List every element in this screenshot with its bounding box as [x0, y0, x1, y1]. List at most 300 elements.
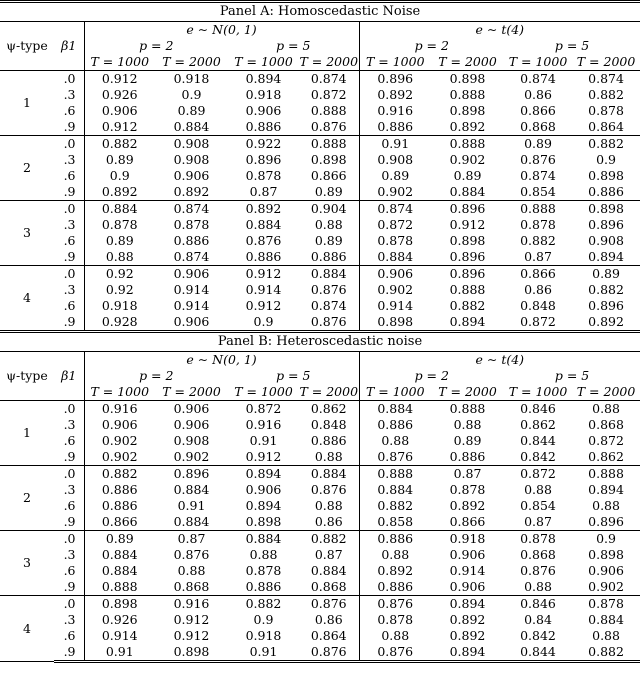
beta-header: β1 — [54, 22, 84, 71]
p-header: p = 2 — [139, 368, 174, 383]
table-row — [0, 103, 640, 119]
dist-normal-header: e ∼ N(0, 1) — [84, 352, 359, 369]
coverage-value: 0.898 — [155, 644, 228, 662]
coverage-value: 0.896 — [431, 249, 504, 266]
table-row — [0, 282, 640, 298]
beta-value: .0 — [54, 71, 84, 88]
T-header: T = 2000 — [155, 54, 228, 71]
panel-title: Panel A: Homoscedastic Noise — [0, 2, 640, 22]
coverage-value: 0.906 — [449, 547, 486, 562]
coverage-value: 0.912 — [173, 628, 210, 643]
header-p-row — [0, 38, 640, 54]
coverage-value: 0.892 — [84, 184, 155, 201]
coverage-value: 0.88 — [299, 449, 359, 466]
coverage-value: 0.88 — [592, 401, 620, 416]
coverage-value: 0.906 — [173, 266, 210, 281]
coverage-value: 0.902 — [155, 449, 228, 466]
coverage-value: 0.918 — [245, 87, 282, 102]
dist-normal-header: e ∼ N(0, 1) — [84, 22, 359, 39]
coverage-value: 0.874 — [173, 201, 210, 216]
coverage-value: 0.92 — [105, 266, 134, 281]
coverage-value: 0.88 — [592, 498, 620, 513]
coverage-value: 0.912 — [228, 449, 299, 466]
coverage-value: 0.906 — [359, 266, 431, 283]
coverage-value: 0.886 — [228, 119, 299, 136]
dist-t-header: e ∼ t(4) — [359, 22, 640, 39]
coverage-value: 0.884 — [101, 547, 138, 562]
coverage-value: 0.868 — [504, 119, 572, 136]
coverage-value: 0.898 — [588, 201, 624, 216]
beta-value: .6 — [54, 498, 84, 514]
coverage-value: 0.864 — [572, 119, 640, 136]
T-header: T = 2000 — [572, 54, 640, 71]
coverage-value: 0.9 — [181, 87, 202, 102]
coverage-value: 0.886 — [359, 119, 431, 136]
coverage-value: 0.89 — [592, 266, 620, 281]
coverage-value: 0.902 — [449, 152, 486, 167]
coverage-value: 0.866 — [310, 168, 347, 183]
coverage-value: 0.854 — [520, 498, 556, 513]
coverage-value: 0.876 — [173, 547, 210, 562]
coverage-value: 0.892 — [359, 563, 431, 579]
coverage-value: 0.872 — [359, 217, 431, 233]
coverage-value: 0.884 — [245, 531, 282, 546]
coverage-value: 0.892 — [449, 628, 486, 643]
panel-title-row — [0, 2, 640, 22]
coverage-value: 0.888 — [310, 103, 347, 118]
coverage-value: 0.886 — [359, 531, 431, 548]
coverage-value: 0.886 — [359, 579, 431, 596]
coverage-value: 0.89 — [359, 168, 431, 184]
coverage-value: 0.878 — [359, 612, 431, 628]
coverage-value: 0.89 — [524, 136, 552, 151]
coverage-value: 0.868 — [520, 547, 556, 562]
beta-value: .6 — [54, 103, 84, 119]
coverage-value: 0.922 — [245, 136, 282, 151]
table-row — [0, 266, 640, 283]
coverage-value: 0.9 — [253, 612, 274, 627]
coverage-value: 0.872 — [310, 87, 347, 102]
coverage-value: 0.876 — [310, 596, 347, 611]
coverage-value: 0.88 — [177, 563, 206, 578]
coverage-value: 0.876 — [359, 596, 431, 613]
coverage-value: 0.894 — [245, 498, 282, 513]
coverage-value: 0.868 — [299, 579, 359, 596]
coverage-value: 0.896 — [359, 71, 431, 88]
beta-value: .6 — [54, 233, 84, 249]
coverage-value: 0.894 — [572, 249, 640, 266]
table-row — [0, 514, 640, 531]
T-header: T = 1000 — [228, 54, 299, 71]
coverage-value: 0.906 — [588, 563, 624, 578]
coverage-value: 0.876 — [299, 644, 359, 662]
coverage-value: 0.882 — [572, 644, 640, 662]
dist-t-header: e ∼ t(4) — [359, 352, 640, 369]
coverage-value: 0.886 — [101, 498, 138, 513]
coverage-value: 0.906 — [155, 314, 228, 332]
coverage-value: 0.888 — [449, 282, 486, 297]
coverage-value: 0.918 — [245, 628, 282, 643]
T-header: T = 2000 — [155, 384, 228, 401]
coverage-value: 0.884 — [431, 184, 504, 201]
coverage-value: 0.884 — [359, 401, 431, 418]
coverage-value: 0.908 — [173, 136, 210, 151]
coverage-value: 0.904 — [310, 201, 347, 216]
coverage-value: 0.908 — [173, 152, 210, 167]
beta-value: .9 — [54, 184, 84, 201]
coverage-value: 0.86 — [524, 282, 552, 297]
coverage-value: 0.916 — [245, 417, 282, 432]
coverage-value: 0.886 — [101, 482, 138, 497]
coverage-value: 0.886 — [173, 233, 210, 248]
coverage-value: 0.884 — [310, 563, 347, 578]
coverage-value: 0.864 — [310, 628, 347, 643]
coverage-value: 0.89 — [105, 531, 134, 546]
coverage-value: 0.912 — [245, 266, 282, 281]
coverage-value: 0.918 — [173, 71, 210, 86]
beta-value: .6 — [54, 168, 84, 184]
coverage-value: 0.89 — [314, 233, 343, 248]
coverage-value: 0.844 — [504, 644, 572, 662]
panel-title: Panel B: Heteroscedastic noise — [0, 332, 640, 352]
coverage-value: 0.88 — [592, 628, 620, 643]
beta-value: .0 — [54, 531, 84, 548]
coverage-value: 0.886 — [359, 417, 431, 433]
coverage-value: 0.886 — [228, 579, 299, 596]
table-row — [0, 531, 640, 548]
coverage-value: 0.87 — [504, 249, 572, 266]
beta-value: .0 — [54, 266, 84, 283]
coverage-value: 0.912 — [173, 612, 210, 627]
coverage-value: 0.874 — [520, 71, 556, 86]
coverage-value: 0.862 — [572, 449, 640, 466]
table-row — [0, 547, 640, 563]
coverage-value: 0.876 — [359, 644, 431, 662]
coverage-value: 0.898 — [449, 103, 486, 118]
coverage-value: 0.894 — [431, 644, 504, 662]
coverage-value: 0.848 — [520, 298, 556, 313]
T-header: T = 2000 — [431, 54, 504, 71]
coverage-value: 0.916 — [359, 103, 431, 119]
beta-value: .0 — [54, 401, 84, 418]
coverage-value: 0.894 — [245, 466, 282, 481]
p-header: p = 2 — [139, 38, 174, 53]
coverage-value: 0.844 — [520, 433, 556, 448]
coverage-value: 0.884 — [101, 201, 138, 216]
coverage-value: 0.89 — [453, 433, 482, 448]
coverage-value: 0.912 — [84, 119, 155, 136]
T-header: T = 2000 — [572, 384, 640, 401]
coverage-value: 0.912 — [245, 298, 282, 313]
table-row — [0, 168, 640, 184]
coverage-value: 0.9 — [596, 152, 616, 167]
table-row — [0, 433, 640, 449]
header-p-row — [0, 368, 640, 384]
coverage-value: 0.86 — [314, 612, 343, 627]
coverage-value: 0.886 — [572, 184, 640, 201]
coverage-value: 0.89 — [105, 233, 134, 248]
psi-type-value: 4 — [0, 596, 54, 662]
beta-value: .0 — [54, 201, 84, 218]
psi-type-value: 2 — [0, 466, 54, 531]
coverage-value: 0.874 — [588, 71, 624, 86]
coverage-value: 0.902 — [572, 579, 640, 596]
coverage-value: 0.91 — [249, 433, 278, 448]
coverage-value: 0.914 — [245, 282, 282, 297]
coverage-value: 0.914 — [359, 298, 431, 314]
coverage-value: 0.9 — [596, 531, 616, 546]
coverage-value: 0.866 — [431, 514, 504, 531]
coverage-value: 0.86 — [299, 514, 359, 531]
T-header: T = 1000 — [359, 54, 431, 71]
table-row — [0, 628, 640, 644]
coverage-value: 0.87 — [177, 531, 206, 546]
coverage-value: 0.906 — [173, 417, 210, 432]
coverage-value: 0.89 — [299, 184, 359, 201]
beta-value: .3 — [54, 87, 84, 103]
coverage-value: 0.882 — [588, 136, 624, 151]
coverage-value: 0.876 — [359, 449, 431, 466]
coverage-value: 0.9 — [109, 168, 130, 183]
coverage-value: 0.898 — [101, 596, 138, 611]
coverage-value: 0.86 — [524, 87, 552, 102]
T-header: T = 1000 — [504, 54, 572, 71]
coverage-value: 0.908 — [173, 433, 210, 448]
beta-value: .6 — [54, 628, 84, 644]
table-row — [0, 119, 640, 136]
T-header: T = 1000 — [359, 384, 431, 401]
coverage-value: 0.906 — [245, 103, 282, 118]
coverage-value: 0.906 — [101, 103, 138, 118]
coverage-value: 0.88 — [359, 433, 431, 449]
coverage-value: 0.89 — [105, 152, 134, 167]
beta-value: .3 — [54, 152, 84, 168]
coverage-value: 0.894 — [431, 314, 504, 332]
coverage-value: 0.878 — [173, 217, 210, 232]
coverage-value: 0.896 — [588, 217, 624, 232]
coverage-value: 0.88 — [359, 547, 431, 563]
coverage-value: 0.892 — [449, 612, 486, 627]
coverage-value: 0.878 — [245, 563, 282, 578]
coverage-value: 0.892 — [359, 87, 431, 103]
coverage-value: 0.874 — [155, 249, 228, 266]
coverage-value: 0.882 — [101, 466, 138, 481]
coverage-value: 0.872 — [504, 314, 572, 332]
coverage-value: 0.91 — [228, 644, 299, 662]
coverage-value: 0.906 — [431, 579, 504, 596]
beta-value: .0 — [54, 136, 84, 153]
beta-value: .9 — [54, 579, 84, 596]
coverage-value: 0.906 — [173, 401, 210, 416]
coverage-value: 0.918 — [101, 298, 138, 313]
beta-value: .9 — [54, 119, 84, 136]
coverage-value: 0.878 — [449, 482, 486, 497]
coverage-value: 0.876 — [520, 152, 556, 167]
coverage-value: 0.882 — [520, 233, 556, 248]
beta-header: β1 — [54, 352, 84, 401]
coverage-value: 0.884 — [588, 612, 624, 627]
coverage-value: 0.906 — [245, 482, 282, 497]
coverage-value: 0.87 — [228, 184, 299, 201]
table-row — [0, 136, 640, 153]
T-header: T = 1000 — [84, 384, 155, 401]
coverage-value: 0.896 — [449, 201, 486, 216]
coverage-value: 0.886 — [431, 449, 504, 466]
psi-type-value: 2 — [0, 136, 54, 201]
beta-value: .3 — [54, 482, 84, 498]
beta-value: .9 — [54, 314, 84, 332]
T-header: T = 2000 — [299, 384, 359, 399]
coverage-value: 0.914 — [449, 563, 486, 578]
coverage-value: 0.882 — [359, 498, 431, 514]
coverage-value: 0.87 — [314, 547, 343, 562]
coverage-value: 0.898 — [588, 168, 624, 183]
coverage-value: 0.916 — [101, 401, 138, 416]
coverage-value: 0.896 — [245, 152, 282, 167]
T-header: T = 2000 — [431, 384, 504, 401]
table-row — [0, 498, 640, 514]
coverage-value: 0.914 — [173, 282, 210, 297]
table-row — [0, 314, 640, 332]
coverage-value: 0.91 — [177, 498, 206, 513]
beta-value: .6 — [54, 298, 84, 314]
panel-title-row — [0, 332, 640, 352]
coverage-value: 0.926 — [101, 87, 138, 102]
coverage-value: 0.902 — [359, 282, 431, 298]
coverage-value: 0.872 — [588, 433, 624, 448]
coverage-value: 0.918 — [449, 531, 486, 546]
coverage-value: 0.882 — [310, 531, 347, 546]
T-header: T = 1000 — [84, 54, 155, 71]
coverage-value: 0.886 — [228, 249, 299, 266]
coverage-value: 0.872 — [520, 466, 556, 481]
psi-type-value: 1 — [0, 401, 54, 466]
coverage-value: 0.888 — [84, 579, 155, 596]
coverage-value: 0.892 — [431, 119, 504, 136]
table-row — [0, 563, 640, 579]
psi-type-value: 3 — [0, 531, 54, 596]
p-header: p = 2 — [359, 368, 504, 384]
coverage-value: 0.912 — [101, 71, 138, 86]
coverage-value: 0.878 — [520, 217, 556, 232]
coverage-value: 0.878 — [245, 168, 282, 183]
coverage-value: 0.866 — [520, 266, 556, 281]
coverage-value: 0.884 — [155, 119, 228, 136]
coverage-value: 0.898 — [359, 314, 431, 332]
coverage-value: 0.926 — [101, 612, 138, 627]
coverage-value: 0.884 — [310, 466, 347, 481]
beta-value: .9 — [54, 644, 84, 662]
table-row — [0, 152, 640, 168]
table-row — [0, 596, 640, 613]
table-row — [0, 87, 640, 103]
coverage-value: 0.878 — [588, 596, 624, 611]
table-row — [0, 644, 640, 662]
coverage-value: 0.896 — [173, 466, 210, 481]
p-header: p = 5 — [276, 368, 311, 383]
coverage-value: 0.928 — [84, 314, 155, 332]
coverage-value: 0.898 — [228, 514, 299, 531]
p-header: p = 5 — [554, 368, 590, 383]
psi-type-header: ψ-type — [0, 352, 54, 401]
header-dist-row — [0, 22, 640, 39]
coverage-value: 0.878 — [101, 217, 138, 232]
coverage-value: 0.882 — [449, 298, 486, 313]
coverage-value: 0.866 — [84, 514, 155, 531]
coverage-value: 0.888 — [588, 466, 624, 481]
coverage-value: 0.902 — [101, 433, 138, 448]
coverage-value: 0.88 — [249, 547, 278, 562]
coverage-value: 0.896 — [572, 514, 640, 531]
coverage-value: 0.878 — [520, 531, 556, 546]
coverage-value: 0.868 — [155, 579, 228, 596]
coverage-value: 0.91 — [359, 136, 431, 153]
coverage-value: 0.876 — [299, 314, 359, 332]
T-header: T = 1000 — [504, 384, 572, 401]
coverage-value: 0.88 — [84, 249, 155, 266]
coverage-value: 0.888 — [449, 87, 486, 102]
coverage-value: 0.914 — [173, 298, 210, 313]
coverage-value: 0.88 — [359, 628, 431, 644]
coverage-value: 0.884 — [155, 514, 228, 531]
table-row — [0, 217, 640, 233]
coverage-value: 0.878 — [359, 233, 431, 249]
coverage-value: 0.866 — [520, 103, 556, 118]
beta-value: .9 — [54, 249, 84, 266]
coverage-value: 0.882 — [245, 596, 282, 611]
coverage-value: 0.878 — [588, 103, 624, 118]
coverage-value: 0.882 — [101, 136, 138, 151]
coverage-value: 0.872 — [245, 401, 282, 416]
header-dist-row — [0, 352, 640, 369]
coverage-value: 0.874 — [359, 201, 431, 218]
coverage-value: 0.87 — [504, 514, 572, 531]
beta-value: .6 — [54, 433, 84, 449]
coverage-value: 0.888 — [520, 201, 556, 216]
coverage-value: 0.892 — [245, 201, 282, 216]
coverage-value: 0.876 — [310, 482, 347, 497]
table-row — [0, 482, 640, 498]
coverage-value: 0.888 — [449, 136, 486, 151]
coverage-value: 0.91 — [84, 644, 155, 662]
coverage-value: 0.88 — [314, 217, 343, 232]
coverage-value: 0.892 — [572, 314, 640, 332]
table-row — [0, 233, 640, 249]
coverage-value: 0.894 — [588, 482, 624, 497]
coverage-value: 0.874 — [310, 298, 347, 313]
table-row — [0, 298, 640, 314]
coverage-value: 0.906 — [173, 168, 210, 183]
coverage-value: 0.848 — [310, 417, 347, 432]
coverage-value: 0.854 — [504, 184, 572, 201]
coverage-value: 0.876 — [520, 563, 556, 578]
coverage-value: 0.898 — [449, 233, 486, 248]
table-row — [0, 449, 640, 466]
coverage-value: 0.9 — [228, 314, 299, 332]
beta-value: .6 — [54, 563, 84, 579]
coverage-value: 0.884 — [359, 482, 431, 498]
coverage-value: 0.896 — [588, 298, 624, 313]
coverage-value: 0.886 — [310, 433, 347, 448]
coverage-value: 0.906 — [101, 417, 138, 432]
coverage-value: 0.888 — [310, 136, 347, 151]
psi-type-value: 1 — [0, 71, 54, 136]
p-header: p = 2 — [359, 38, 504, 54]
coverage-value: 0.908 — [359, 152, 431, 168]
coverage-value: 0.92 — [105, 282, 134, 297]
coverage-value: 0.89 — [177, 103, 206, 118]
table-row — [0, 401, 640, 418]
